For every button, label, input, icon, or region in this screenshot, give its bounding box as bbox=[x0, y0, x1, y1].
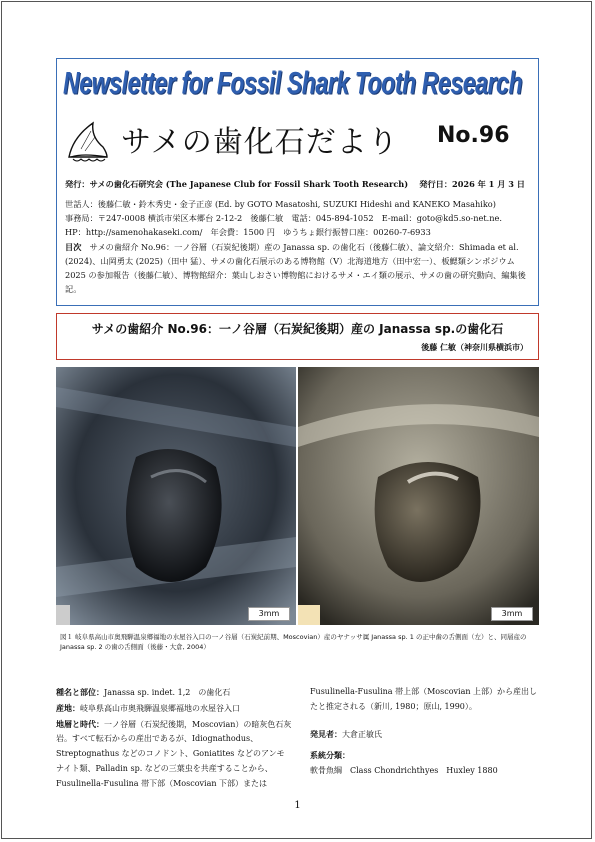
fossil-photo-right bbox=[298, 367, 539, 625]
paragraph bbox=[310, 748, 540, 764]
article-title: サメの歯紹介 No.96：一ノ谷層（石炭紀後期）産の Janassa sp.の歯化石 bbox=[91, 322, 504, 336]
fossil-photo-left bbox=[56, 367, 296, 625]
para-text: Janassa sp. indet. 1,2 の歯化石 bbox=[104, 688, 231, 697]
paragraph bbox=[56, 717, 292, 792]
publish-date: 発行日：2026 年 1 月 3 日 bbox=[419, 179, 525, 189]
para-label: 地層と時代： bbox=[56, 718, 104, 729]
paragraph bbox=[56, 685, 292, 701]
body-column-right bbox=[310, 685, 540, 779]
japanese-title: サメの歯化石だより bbox=[121, 125, 399, 160]
article-header bbox=[56, 313, 539, 360]
editors: 世話人：後藤仁敏・鈴木秀史・金子正彦 (Ed. by GOTO Masatoshi, SUZUKI Hideshi and KANEKO Masahiko) bbox=[65, 199, 496, 209]
para-text: 大倉正敏氏 bbox=[342, 729, 382, 739]
para-label: 種名と部位： bbox=[56, 687, 104, 697]
table-of-contents bbox=[65, 240, 533, 297]
para-label: 系統分類： bbox=[310, 750, 350, 761]
paragraph bbox=[310, 727, 540, 743]
para-text: 岐阜県高山市奥飛騨温泉郷福地の水屋谷入口 bbox=[80, 703, 240, 713]
para-text: 一ノ谷層（石炭紀後期，Moscovian）の暗灰色石灰岩。すべて転石からの産出であるが、Idiognathodus、Streptognathus などのコノドント、Goniatites などのアンモナイト類、Palladin sp. などの三葉虫を共産することから、Fusulinella-Fusulina 帯下部（Moscovian 下部）または bbox=[56, 719, 292, 788]
homepage-fee: HP：http://samenohakaseki.com/ 年会費：1500 円 ゆうちょ銀行振替口座：00260-7-6933 bbox=[65, 227, 431, 238]
paragraph bbox=[310, 764, 540, 779]
scale-bar-left: 3mm bbox=[248, 607, 290, 621]
body-column-left bbox=[56, 685, 292, 792]
toc-text: サメの歯紹介 No.96：一ノ谷層（石炭紀後期）産の Janassa sp. の歯化石（後藤仁敏）、論文紹介：Shimada et al. (2024)、山岡勇太 (2025)（田中 猛）、サメの歯化石展示のある博物館（V）北海道地方（田中宏一）、板鰓類シンポジウム 2025 の参加報告（後藤仁敏）、博物館紹介：葉山しおさい博物館におけるサメ・エイ類の展示、サメの歯の研究動向、編集後記。 bbox=[65, 241, 526, 295]
paragraph bbox=[56, 701, 292, 717]
issue-number: No.96 bbox=[437, 123, 510, 148]
masthead bbox=[56, 58, 539, 306]
fossil-photo-right-image bbox=[298, 367, 539, 625]
info-block bbox=[65, 197, 533, 296]
para-label: 発見者： bbox=[310, 728, 342, 739]
article-author: 後藤 仁敏（神奈川県横浜市） bbox=[421, 343, 528, 352]
paragraph bbox=[310, 685, 540, 715]
para-label: 産地： bbox=[56, 702, 80, 713]
shark-tooth-logo-icon bbox=[63, 117, 113, 165]
para-text: Fusulinella-Fusulina 帯上部（Moscovian 上部）から産出したと推定される（新川, 1980；原山, 1990）。 bbox=[310, 687, 538, 711]
office-address: 事務局：〒247-0008 横浜市栄区本郷台 2-12-2 後藤仁敏 電話：045-894-1052 E-mail：goto@kd5.so-net.ne. bbox=[65, 213, 502, 224]
publisher: 発行：サメの歯化石研究会 (The Japanese Club for Fossil Shark Tooth Research) bbox=[65, 179, 409, 189]
publisher-line bbox=[65, 179, 531, 190]
figure-caption: 図１ 岐阜県高山市奥飛騨温泉郷福地の水屋谷入口の一ノ谷層（石炭紀前期、Moscovian）産のヤナッサ属 Janassa sp. 1 の正中歯の舌側面（左）と、同層産の Janassa sp. 2 の歯の舌側面（後藤・大倉, 2004） bbox=[60, 633, 527, 651]
fossil-photo-left-image bbox=[56, 367, 296, 625]
toc-label: 目次 bbox=[65, 241, 82, 252]
para-text: 軟骨魚綱 Class Chondrichthyes Huxley 1880 bbox=[310, 766, 498, 776]
scale-bar-right: 3mm bbox=[491, 607, 533, 621]
newsletter-title: Newsletter for Fossil Shark Tooth Research bbox=[63, 65, 523, 101]
page-number: 1 bbox=[294, 800, 301, 811]
